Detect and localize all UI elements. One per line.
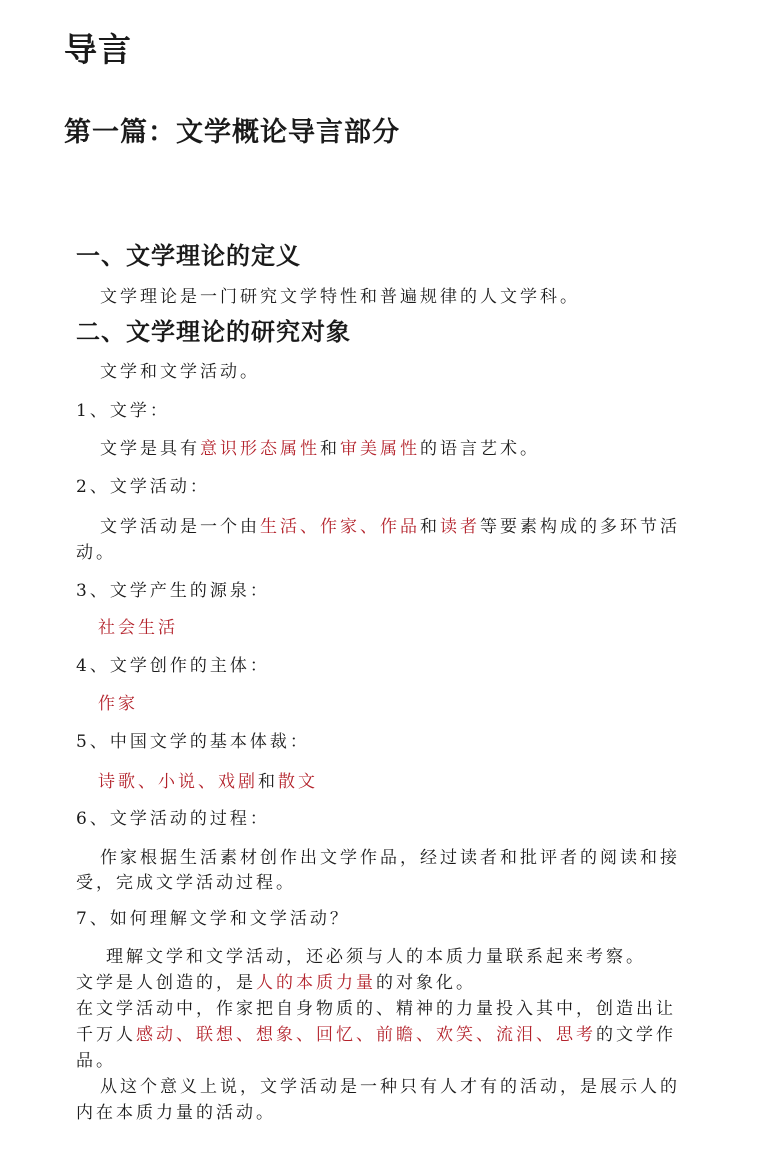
q1-keyword-aesthetic: 审美属性 [340, 439, 420, 459]
q5-mid: 和 [258, 772, 278, 792]
q4-label: 4、文学创作的主体： [76, 656, 270, 676]
section-2-intro: 文学和文学活动。 [100, 362, 260, 382]
q7-word-2: 联想 [196, 1025, 236, 1045]
q7-sep: 、 [236, 1025, 256, 1045]
q2-sep2: 、 [360, 517, 380, 537]
q1-answer-mid: 和 [320, 439, 340, 459]
section-2-heading: 二、文学理论的研究对象 [76, 318, 351, 346]
q2-answer-mid: 和 [420, 517, 440, 537]
q5-genre-poetry: 诗歌 [98, 772, 138, 792]
q2-keyword-reader: 读者 [440, 517, 480, 537]
q3-answer: 社会生活 [98, 618, 178, 638]
q2-answer-pre: 文学活动是一个由 [100, 517, 260, 537]
q7-sep: 、 [536, 1025, 556, 1045]
q2-label: 2、文学活动： [76, 477, 210, 497]
q1-keyword-ideology: 意识形态属性 [200, 439, 320, 459]
q2-answer-post: 等要素构成的多环节活 [480, 517, 680, 537]
q7-sep: 、 [416, 1025, 436, 1045]
q7-para2-post: 的对象化。 [376, 973, 476, 993]
q2-keyword-life: 生活 [260, 517, 300, 537]
q6-answer-line1: 作家根据生活素材创作出文学作品，经过读者和批评者的阅读和接 [100, 848, 680, 868]
q7-word-6: 欢笑 [436, 1025, 476, 1045]
q7-sep: 、 [356, 1025, 376, 1045]
section-1-heading: 一、文学理论的定义 [76, 242, 301, 270]
q7-para3-pre: 千万人 [76, 1025, 136, 1045]
q7-para3-line2 [76, 1020, 676, 1045]
q5-sep1: 、 [138, 772, 158, 792]
q7-para3-line3: 品。 [76, 1051, 116, 1071]
part-title: 第一篇：文学概论导言部分 [64, 117, 400, 148]
q1-label: 1、文学： [76, 401, 170, 421]
q5-sep2: 、 [198, 772, 218, 792]
q7-para3-line1: 在文学活动中，作家把自身物质的、精神的力量投入其中，创造出让 [76, 999, 676, 1019]
q7-para4-line1: 从这个意义上说，文学活动是一种只有人才有的活动，是展示人的 [100, 1077, 680, 1097]
q6-label: 6、文学活动的过程： [76, 809, 270, 829]
q5-answer [98, 767, 318, 792]
q7-word-7: 流泪 [496, 1025, 536, 1045]
q7-sep: 、 [176, 1025, 196, 1045]
q7-word-3: 想象 [256, 1025, 296, 1045]
document-title: 导言 [64, 30, 132, 69]
q2-sep1: 、 [300, 517, 320, 537]
q7-para2 [76, 968, 476, 993]
q7-sep: 、 [296, 1025, 316, 1045]
q7-word-5: 前瞻 [376, 1025, 416, 1045]
q2-keyword-writer: 作家 [320, 517, 360, 537]
q7-para1: 理解文学和文学活动，还必须与人的本质力量联系起来考察。 [106, 947, 646, 967]
q7-para3-post: 的文学作 [596, 1025, 676, 1045]
q7-para4-line2: 内在本质力量的活动。 [76, 1103, 276, 1123]
q7-label: 7、如何理解文学和文学活动？ [76, 909, 350, 929]
q1-answer [100, 434, 540, 459]
q5-genre-novel: 小说 [158, 772, 198, 792]
q3-label: 3、文学产生的源泉： [76, 581, 270, 601]
q2-answer-line1 [100, 512, 680, 537]
q7-sep: 、 [476, 1025, 496, 1045]
q6-answer-line2: 受，完成文学活动过程。 [76, 873, 296, 893]
q7-word-8: 思考 [556, 1025, 596, 1045]
q4-answer: 作家 [98, 694, 138, 714]
q1-answer-pre: 文学是具有 [100, 439, 200, 459]
q7-para2-pre: 文学是人创造的，是 [76, 973, 256, 993]
section-1-text: 文学理论是一门研究文学特性和普遍规律的人文学科。 [100, 287, 580, 307]
q7-word-4: 回忆 [316, 1025, 356, 1045]
q7-keyword-human-essence: 人的本质力量 [256, 973, 376, 993]
q7-word-1: 感动 [136, 1025, 176, 1045]
q2-keyword-work: 作品 [380, 517, 420, 537]
q5-genre-prose: 散文 [278, 772, 318, 792]
q5-genre-drama: 戏剧 [218, 772, 258, 792]
q1-answer-post: 的语言艺术。 [420, 439, 540, 459]
q5-label: 5、中国文学的基本体裁： [76, 732, 310, 752]
q2-answer-line2: 动。 [76, 543, 116, 563]
